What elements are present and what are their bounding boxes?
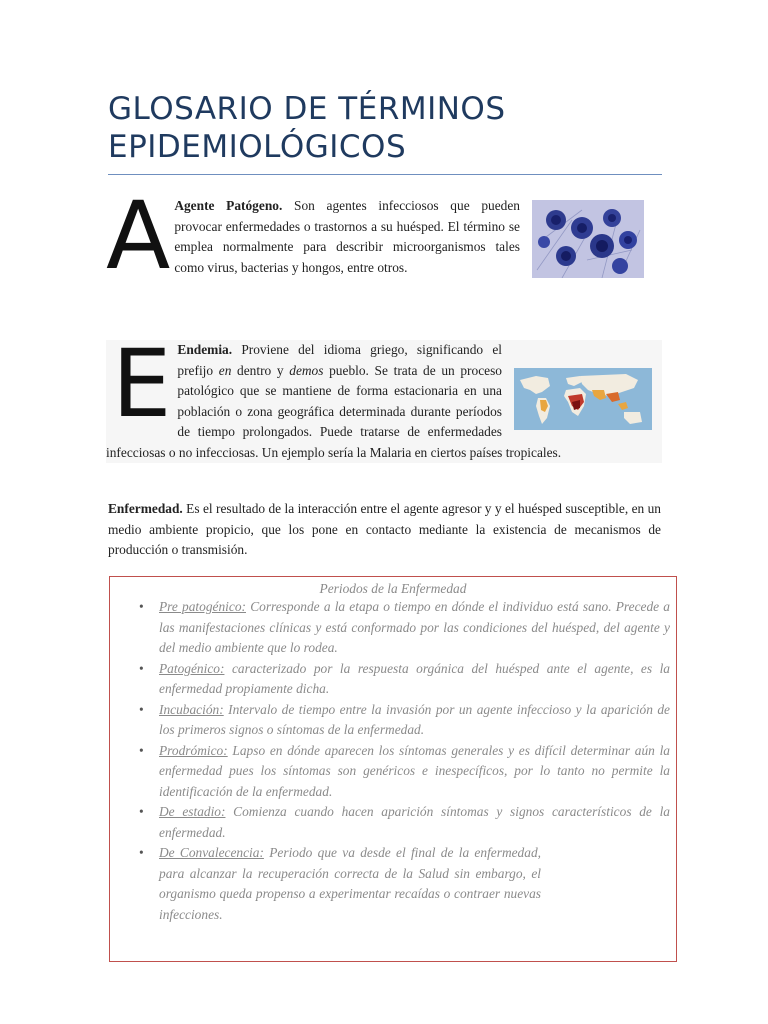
periodo-text: caracterizado por la respuesta orgánica del huésped ante el agente, es la enfermedad propiamente dicha. (159, 660, 670, 696)
enfermedad-term: Enfermedad. (108, 501, 183, 516)
periodos-list (110, 597, 676, 925)
bullet-icon: • (139, 660, 144, 676)
periodo-term: Incubación: (159, 701, 224, 717)
list-item (139, 741, 670, 803)
microscope-fungus-image (532, 200, 644, 278)
endemia-text-1: Proviene del idioma griego, significando el prefijo (177, 342, 502, 378)
bullet-icon: • (139, 742, 144, 758)
periodo-term: De Convalecencia: (159, 845, 264, 860)
bullet-icon: • (139, 804, 144, 819)
endemia-text-3: pueblo. Se trata de un proceso patológico que se mantiene de forma estacionaria en una población o zona geográfica determinada durante períodos de tiempo prolongados. Puede tratarse de enfermedades infecciosas o no infecciosas. Un ejemplo sería la Malaria en ciertos países tropicales. (106, 362, 562, 460)
periodo-text: Comienza cuando hacen aparición síntomas y signos característicos de la enfermedad. (159, 804, 670, 840)
periodo-term: Pre patogénico: (159, 599, 246, 614)
dropcap-a: A (106, 182, 171, 291)
dropcap-e: E (112, 330, 172, 439)
endemia-em-demos: demos (289, 362, 324, 378)
endemia-em-en: en (218, 362, 232, 378)
periodo-text: Periodo que va desde el final de la enfermedad, para alcanzar la recuperación correcta de la Salud sin embargo, el organismo queda propenso a experimentar recaídas o contraer nuevas infecciones. (159, 845, 541, 922)
enfermedad-text: Es el resultado de la interacción entre el agente agresor y y el huésped susceptible, en un medio ambiente propicio, que los pone en contacto mediante la existencia de mecanismos de producción o transmisión. (108, 501, 661, 557)
periodo-text: Corresponde a la etapa o tiempo en dónde el individuo está sano. Precede a las manifestaciones clínicas y está conformado por las condiciones del huésped, del agente y del medio ambiente que lo rodea. (159, 599, 670, 655)
periodo-term: Prodrómico: (159, 742, 228, 758)
title-underline (108, 174, 662, 175)
bullet-icon: • (139, 845, 144, 860)
list-item (139, 597, 670, 659)
periodo-term: Patogénico: (159, 660, 225, 676)
list-item (139, 843, 541, 925)
agente-text: Son agentes infecciosos que pueden provocar enfermedades o trastornos a su huésped. El término se emplea normalmente para describir microorganismos tales como virus, bacterias y hongos, entre otros. (174, 198, 520, 275)
periodos-title: Periodos de la Enfermedad (319, 581, 467, 596)
enfermedad-paragraph (108, 499, 661, 561)
endemia-text-2: dentro y (231, 362, 290, 378)
page-title: GLOSARIO DE TÉRMINOS EPIDEMIOLÓGICOS (108, 91, 506, 165)
section-enfermedad (108, 499, 661, 561)
section-endemia (106, 330, 662, 463)
periodo-text: Lapso en dónde aparecen los síntomas generales y es difícil determinar aún la enfermedad pues los síntomas son genéricos e inespecíficos, por lo tanto no permite la identificación de la enfermedad. (159, 742, 670, 799)
section-agente-patogeno (106, 182, 654, 291)
list-item (139, 659, 670, 700)
bullet-icon: • (139, 701, 144, 717)
periodos-box (109, 576, 677, 962)
bullet-icon: • (139, 599, 144, 614)
list-item (139, 700, 670, 741)
periodo-term: De estadio: (159, 804, 226, 819)
agente-term: Agente Patógeno. (174, 198, 283, 213)
periodo-text: Intervalo de tiempo entre la invasión por un agente infeccioso y la aparición de los primeros signos o síntomas de la enfermedad. (159, 701, 670, 737)
endemia-term: Endemia. (177, 342, 233, 357)
list-item (139, 802, 670, 843)
malaria-world-map-image (514, 368, 652, 430)
